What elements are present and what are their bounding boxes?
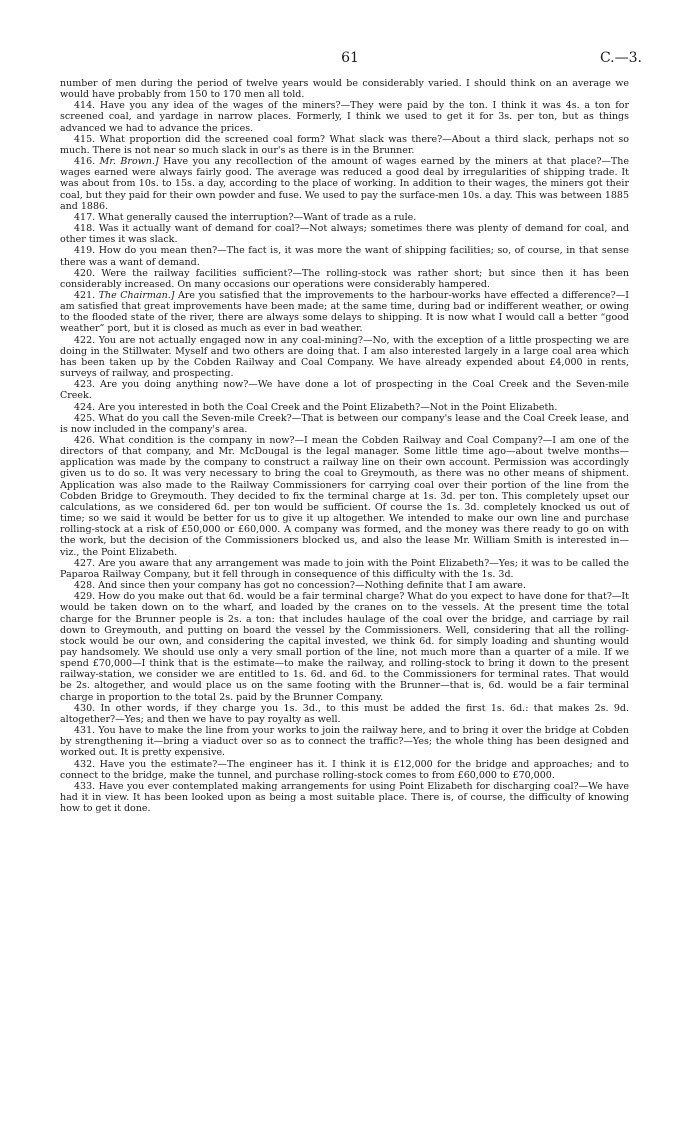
paragraph-text: 431. You have to make the line from your works to join the railway here, and to bring it over the bridge at Cobden by strengthening it—bring a viaduct over so as to connect the traffic?—Yes; the whole thing has been designed and worked out. It is pretty expensive. (60, 725, 629, 759)
paragraph-text: 414. Have you any idea of the wages of the miners?—They were paid by the ton. I think it was 4s. a ton for screened coal, and yardage in narrow places. Formerly, I think we used to get it for 3s. per ton, but as things advanced we had to advance the prices. (60, 100, 629, 134)
question-number: 416. (74, 156, 100, 168)
paragraph (60, 402, 629, 413)
paragraph (60, 580, 629, 591)
paragraph-text: 427. Are you aware that any arrangement was made to join with the Point Elizabeth?—Yes; it was to be called the Paparoa Railway Company, but it fell through in consequence of this difficulty with the 1s. 3d. (60, 557, 629, 580)
speaker-name: The Chairman.] (98, 289, 175, 301)
question-number: 421. (74, 289, 99, 301)
paragraph (60, 435, 629, 558)
paragraph (60, 156, 629, 212)
paragraph (60, 268, 629, 290)
paragraph-text: 432. Have you the estimate?—The engineer has it. I think it is £12,000 for the bridge and approaches; and to connect to the bridge, make the tunnel, and purchase rolling-stock comes to from £60,000 to £70,000. (60, 758, 629, 781)
paragraph (60, 379, 629, 401)
paragraph-text: 422. You are not actually engaged now in any coal-mining?—No, with the exception of a little prospecting we are doing in the Stillwater. Myself and two others are doing that. I am also interested largely in a large coal area which has been taken up by the Cobden Railway and Coal Company. We have already expended about £4,000 in rents, surveys of railway, and prospecting. (60, 334, 629, 380)
paragraph (60, 134, 629, 156)
paragraph (60, 703, 629, 725)
paragraph-text: 426. What condition is the company in now?—I mean the Cobden Railway and Coal Company?—I am one of the directors of that company, and Mr. McDougal is the legal manager. Some little time ago—about twelve months—application was made by the company to construct a railway line on their own account. Permission was accordingly given us to do so. It was very necessary to bring the coal to Greymouth, as there was no other means of shipment. Application was also made to the Railway Commissioners for carrying coal over their portion of the line from the Cobden Bridge to Greymouth. They decided to fix the terminal charge at 1s. 3d. per ton. This completely upset our calculations, as we considered 6d. per ton would be sufficient. Of course the 1s. 3d. completely knocked us out of time; so we said it would be better for us to give it up altogether. We intended to make our own line and purchase rolling-stock at a risk of £50,000 or £60,000. A company was formed, and the money was there ready to go on with the work, but the decision of the Commissioners blocked us, and also the lease Mr. William Smith is interested in—viz., the Point Elizabeth. (60, 435, 629, 558)
paragraph (60, 212, 629, 223)
paragraph-text: Have you any recollection of the amount of wages earned by the miners at that place?—The wages earned were always fairly good. The average was reduced a good deal by irregularities of shipping trade. It was about from 10s. to 15s. a day, according to the place of working. In addition to their wages, the miners got their coal, but they paid for their own powder and fuse. We used to pay the surface-men 10s. a day. This was between 1885 and 1886. (60, 156, 630, 212)
paragraph (60, 290, 629, 335)
paragraph (60, 100, 629, 133)
paragraph-text: 428. And since then your company has got no concession?—Nothing definite that I am aware. (74, 580, 526, 592)
paragraph (60, 335, 629, 380)
paragraph (60, 78, 629, 100)
paragraph (60, 591, 629, 703)
paragraph-text: 429. How do you make out that 6d. would be a fair terminal charge? What do you expect to have done for that?—It would be taken down on to the wharf, and loaded by the cranes on to the vessels. At the present time the total charge for the Brunner people is 2s. a ton: that includes haulage of the coal over the bridge, and carriage by rail down to Greymouth, and putting on board the vessel by the Commissioners. Well, considering that all the rolling-stock would be our own, and considering the capital invested, we think 6d. for simply loading and shunting would pay handsomely. We should use only a very small portion of the line, not much more than a quarter of a mile. If we spend £70,000—I think that is the estimate—to make the railway, and rolling-stock to bring it down to the present railway-station, we consider we are entitled to 1s. 6d. and 6d. to the Commissioners for terminal rates. That would be 2s. altogether, and would place us on the same footing with the Brunner—that is, 6d. would be a fair terminal charge in proportion to the total 2s. paid by the Brunner Company. (60, 591, 629, 703)
paragraph-text: 419. How do you mean then?—The fact is, it was more the want of shipping facilities; so, of course, in that sense there was a want of demand. (60, 245, 629, 268)
paragraph-text: Are you satisfied that the improvements to the harbour-works have effected a difference?—I am satisfied that great improvements have been made; at the same time, during bad or indifferent weather, or owing to the flooded state of the river, there are always some delays to shipping. It is now what I would call a better “good weather” port, but it is closed as much as ever in bad weather. (60, 289, 629, 335)
paragraph (60, 725, 629, 758)
paragraph-text: number of men during the period of twelve years would be considerably varied. I should think on an average we would have probably from 150 to 170 men all told. (60, 78, 629, 101)
paragraph (60, 245, 629, 267)
paragraph-text: 424. Are you interested in both the Coal Creek and the Point Elizabeth?—Not in the Point Elizabeth. (74, 401, 558, 413)
paragraph (60, 413, 629, 435)
series-code: C.—3. (599, 50, 642, 66)
paragraph-text: 430. In other words, if they charge you 1s. 3d., to this must be added the first 1s. 6d.: that makes 2s. 9d. altogether?—Yes; and then we have to pay royalty as well. (60, 702, 629, 725)
paragraph (60, 781, 629, 814)
document-body (60, 78, 629, 814)
paragraph-text: 425. What do you call the Seven-mile Creek?—That is between our company's lease and the Coal Creek lease, and is now included in the company's area. (60, 412, 629, 435)
paragraph-text: 420. Were the railway facilities sufficient?—The rolling-stock was rather short; but since then it has been considerably increased. On many occasions our operations were considerably hampered. (60, 267, 629, 290)
page-header (58, 50, 642, 72)
page-number: 61 (341, 50, 359, 66)
paragraph (60, 223, 629, 245)
paragraph-text: 415. What proportion did the screened coal form? What slack was there?—About a third slack, perhaps not so much. There is not near so much slack in our's as there is in the Brunner. (60, 133, 629, 156)
paragraph-text: 433. Have you ever contemplated making arrangements for using Point Elizabeth for discharging coal?—We have had it in view. It has been looked upon as being a most suitable place. There is, of course, the difficulty of knowing how to get it done. (60, 780, 629, 815)
paragraph-text: 417. What generally caused the interruption?—Want of trade as a rule. (74, 211, 417, 223)
paragraph-text: 423. Are you doing anything now?—We have done a lot of prospecting in the Coal Creek and the Seven-mile Creek. (60, 379, 629, 402)
paragraph (60, 759, 629, 781)
paragraph (60, 558, 629, 580)
paragraph-text: 418. Was it actually want of demand for coal?—Not always; sometimes there was plenty of demand for coal, and other times it was slack. (60, 223, 629, 246)
speaker-name: Mr. Brown.] (99, 156, 159, 168)
